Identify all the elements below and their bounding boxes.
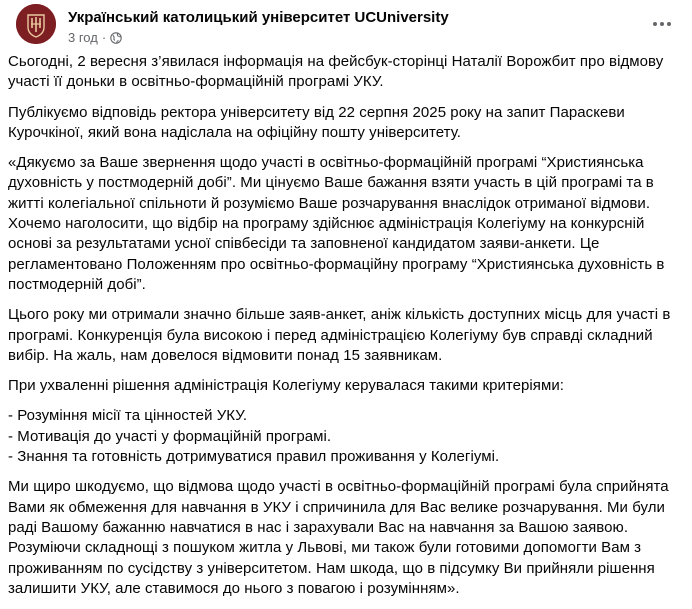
post-timestamp[interactable]: 3 год <box>68 30 98 45</box>
post-header <box>16 4 676 46</box>
post-paragraph: При ухваленні рішення адміністрація Колегіуму керувалася такими критеріями: <box>8 377 564 395</box>
criteria-list: - Розуміння місії та цінностей УКУ. - Мотивація до участі у формаційній програмі. - Знання та готовність дотримуватися правил проживання у Колегіумі. <box>8 407 500 466</box>
meta-separator: · <box>101 30 107 45</box>
more-horizontal-icon <box>652 21 672 27</box>
post-paragraph: Ми щиро шкодуємо, що відмова щодо участі в освітньо-формаційній програмі була сприйнята Вами як обмеження для навчання в УКУ і спричинила для Вас велике розчарування. Ми були раді Вашому бажанню навчатися в нас і зарахували Вас на навчання за Вашою заявою. Розуміючи складнощі з пошуком житла у Львові, ми також були готовими допомогти Вам з проживанням по сусідству з університетом. Нам шкода, що в підсумку Ви прийняли рішення залишити УКУ, але ставимося до нього з повагою і розумінням». <box>8 478 669 597</box>
page-avatar[interactable] <box>16 4 56 44</box>
post-paragraph: Цього року ми отримали значно більше заяв-анкет, аніж кількість доступних місць для участі в програмі. Конкуренція була високою і перед адміністрацією Колегіуму був справді складний вибір. На жаль, нам довелося відмовити понад 15 заявникам. <box>8 306 671 364</box>
post-paragraph: Публікуємо відповідь ректора університету від 22 серпня 2025 року на запит Параскеви Курочкіної, який вона надіслала на офіційну пошту університету. <box>8 103 625 141</box>
page-name[interactable]: Український католицький університет UCUniversity <box>68 9 449 26</box>
globe-icon[interactable] <box>110 32 122 44</box>
ucu-logo-icon <box>16 4 56 44</box>
more-options-button[interactable] <box>648 10 676 38</box>
post-body <box>8 52 676 609</box>
post-paragraph: Сьогодні, 2 вересня з’явилася інформація на фейсбук-сторінці Наталії Ворожбит про відмову участі її доньки в освітньо-формаційній програмі УКУ. <box>8 53 664 91</box>
post-meta <box>68 30 122 45</box>
post-paragraph: «Дякуємо за Ваше звернення щодо участі в освітньо-формаційній програмі “Християнська духовність у постмодерній добі”. Ми цінуємо Ваше бажання взяти участь в цій програмі та в житті колегіальної спільноти й розуміємо Ваше розчарування внаслідок отриманої відмови. Хочемо наголосити, що відбір на програму здійснює адміністрація Колегіуму на конкурсній основі за результатами усної співбесіди та заповненої кандидатом заяви-анкети. Це регламентовано Положенням про освітньо-формаційну програму “Християнська духовність в постмодерній добі”. <box>8 154 665 293</box>
